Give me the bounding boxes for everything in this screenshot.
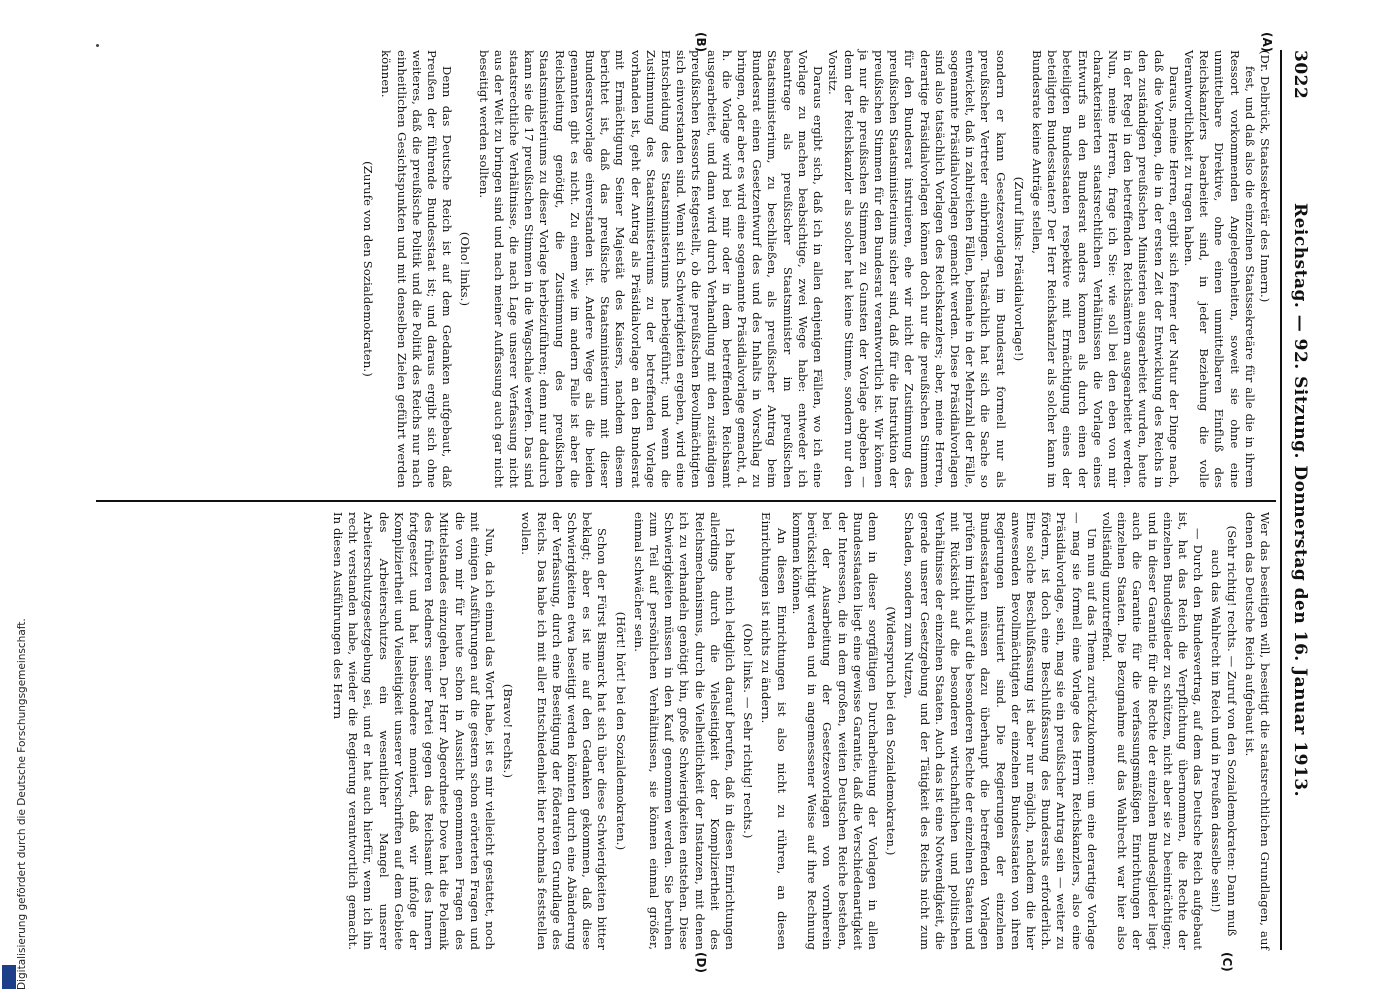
interjection: (Widerspruch bei den Sozialdemokraten.) [884,606,899,856]
interjection: (Zurufe von den Sozialdemokraten.) [361,161,376,377]
margin-marker-d: (D) [694,952,708,973]
column-rule [96,500,1276,502]
margin-marker-a: (A) [1260,32,1274,53]
funding-note: Digitalisierung gefördert durch die Deutsche Forschungsgemeinschaft. [16,618,28,990]
left-column [82,50,1272,488]
paragraph: Daraus ergibt sich, daß ich in allen denjenigen Fällen, wo ich eine Vorlage zu machen beabsichtige, zwei Wege habe: entweder ich beantrage als preußischer Staatsminister im preußischen Staatsministerium, zu beschließen, als preußischer Antrag beim Bundesrat einen Gesetzentwurf des und des Inhalts in Vorschlag zu bringen, oder aber es wird eine sogenannte Präsidialvorlage gemacht, d. h. die Vorlage wird bei mir oder in dem betreffenden Reichsamt ausgearbeitet, und dann wird durch Verhandlung mit den zuständigen preußischen Ressorts festgestellt, ob die preußischen Bevollmächtigten sich einverstanden sind. Wenn sich Schwierigkeiten ergeben, wird eine Entscheidung des Staatsministeriums herbeigeführt; und wenn die Zustimmung des Staatsministeriums zu der betreffenden Vorlage vorhanden ist, geht der Antrag als Präsidialvorlage an den Bundesrat mit Ermächtigung Seiner Majestät des Kaisers, nachdem diesem berichtet ist, daß das preußische Staatsministerium mit dieser Bundesratsvorlage einverstanden ist. Andere Wege als die beiden genannten gibt es nicht. Zu einem wie im andern Falle ist aber die Reichsleitung genötigt, die Zustimmung des preußischen Staatsministeriums zu dieser Vorlage herbeizuführen; denn nur dadurch kann sie die 17 preußischen Stimmen in die Wagschale werfen. Das sind staatsrechtliche Verhältnisse, die nach Lage unserer Verfassung nicht aus der Welt zu bringen sind und nach meiner Auffassung auch gar nicht beseitigt werden sollten. [476,50,826,488]
interjection: (Hört! hört! bei den Sozialdemokraten.) [613,611,628,851]
paragraph: Daraus, meine Herren, ergibt sich ferner der Natur der Dinge nach, daß die Vorlagen, die in der ersten Zeit der Entwicklung des Reichs in den zuständigen preußischen Ministerien ausgearbeitet wurden, heute in der Regel in den betreffenden Reichsämtern ausgearbeitet werden. Nun, meine Herren, frage ich Sie: wie soll bei den eben von mir charakterisierten staatsrechtlichen Verhältnissen die Vorlage eines Entwurfs an den Bundesrat anders kommen als durch einen der beteiligten Bundesstaaten respektive mit Ermächtigung eines der beteiligten Bundesstaaten? Der Herr Reichskanzler als solcher kann im Bundesrate keine Anträge stellen, [1029,50,1181,488]
interjection: (Bravo! rechts.) [501,683,516,779]
paragraph: Denn das Deutsche Reich ist auf dem Gedanken aufgebaut, daß Preußen der führende Bundesstaat ist; und daraus ergibt sich ohne weiteres, daß die preußische Politik und die Politik des Reichs nur nach einheitlichen Gesichtspunkten und mit denselben Zielen geführt werden können. [379,50,455,488]
scan-speck [96,44,99,47]
page-number: 3022 [1290,50,1310,100]
paragraph: sondern er kann Gesetzesvorlagen im Bundesrat formell nur als preußischer Vertreter einbringen. Tatsächlich hat sich die Sache so entwickelt, daß in zahlreichen Fällen, beinahe in der Mehrzahl der Fälle, sogenannte Präsidialvorlagen gemacht werden. Diese Präsidialvorlagen sind also tatsächlich Vorlagen des Reichskanzlers; aber, meine Herren, derartige Präsidialvorlagen können doch nur die preußischen Stimmen für den Bundesrat instruieren, ehe wir nicht der Zustimmung des preußischen Staatsministeriums sicher sind, daß für die Instruktion der preußischen Stimmen für den Bundesrat verantwortlich ist. Wir können ja nur die preußischen Stimmen zu Gunsten der Vorlage abgeben — denn der Reichskanzler als solcher hat keine Stimme, sondern nur den Vorsitz. [826,50,1008,488]
interjection: (Zuruf links: Präsidialvorlage!) [1011,176,1026,362]
dfg-logo [2,965,16,989]
footer [2,600,28,990]
rotated-page [70,32,1310,973]
paragraph: Schon der Fürst Bismarck hat sich über diese Schwierigkeiten bitter beklagt; aber es ist nie auf den Gedanken gekommen, daß diese Schwierigkeiten etwa beseitigt werden könnten durch eine Abänderung der Verfassung, durch eine Beseitigung der föderativen Grundlage des Reichs. Das habe ich mit aller Entschiedenheit hier nochmals feststellen wollen. [519,512,610,950]
paragraph: fest, und daß also die einzelnen Staatssekretäre für alle die in ihrem Ressort vorkommenden Angelegenheiten, soweit sie ohne eine unmittelbare Direktive, ohne einen unmittelbaren Einfluß des Reichskanzlers bearbeitet sind, in jeder Beziehung die volle Verantwortlichkeit zu tragen haben. [1181,50,1257,488]
margin-marker-c: (C) [1220,952,1234,972]
paragraph: Um nun auf das Thema zurückzukommen: um eine derartige Vorlage — mag sie formell eine Vorlage des Herrn Reichskanzlers, also eine Präsidialvorlage, sein, mag sie ein preußischer Antrag sein — weiter zu fördern, ist doch eine Beschlußfassung des Bundesrats erforderlich. Eine solche Beschlußfassung ist aber nur möglich, nachdem die hier anwesenden Bevollmächtigten der einzelnen Bundesstaaten von ihren Regierungen instruiert sind. Die Regierungen der einzelnen Bundesstaaten müssen dazu überhaupt die betreffenden Vorlagen prüfen im Hinblick auf die besonderen Rechte der einzelnen Staaten und mit Rücksicht auf die besonderen wirtschaftlichen und politischen Verhältnisse der einzelnen Staaten. Auch das ist eine Notwendigkeit, die gerade unserer Gesetzgebung und der Tätigkeit des Reichs nicht zum Schaden, sondern zum Nutzen, [902,512,1099,950]
paragraph: An diesen Einrichtungen ist also nicht zu rühren, an diesen Einrichtungen ist nichts zu ändern. [759,512,789,950]
interjection: (Oho! links.) [458,231,473,307]
paragraph: Nun, da ich einmal das Wort habe, ist es mir vielleicht gestattet, noch mit einigen Ausführungen auf die gestern schon erörterten Fragen und die von mir für heute schon in Aussicht genommenen Fragen des Mittelstandes einzugehen. Der Herr Abgeordnete Dove hat die Polemik des früheren Redners seiner Partei gegen das Reichsamt des Innern fortgesetzt und hat insbesondere moniert, daß wir infolge der Kompliziertheit und Vielseitigkeit unserer Vorschriften auf dem Gebiete des Arbeiterschutzes ein wesentlicher Mangel unserer Arbeiterschutzgesetzgebung sei, und er hat auch hierfür, wenn ich ihn recht verstanden habe, wieder die Regierung verantwortlich gemacht. In diesen Ausführungen des Herrn [331,512,498,950]
margin-marker-b: (B) [694,32,708,53]
page-header [1280,50,1310,950]
page-title: Reichstag. — 92. Sitzung. Donnerstag den 16. Januar 1913. [1290,202,1310,798]
paragraph: Wer das beseitigen will, beseitigt die staatsrechtlichen Grundlagen, auf denen das Deutsche Reich aufgebaut ist. [1242,512,1272,950]
paragraph: Ich habe mich lediglich darauf berufen, daß in diesen Einrichtungen allerdings durch die Vielseitigkeit der Kompliziertheit des Reichsmechanismus, durch die Vielheitlichkeit der Instanzen, mit denen ich zu verhandeln genötigt bin, große Schwierigkeiten entstehen. Diese Schwierigkeiten müssen in den Kauf genommen werden. Sie beruhen zum Teil auf persönlichen Verhältnissen, sie können einmal größer, einmal schwächer sein. [631,512,738,950]
interjection: (Oho! links. — Sehr richtig! rechts.) [741,623,756,839]
header-rule [1281,50,1283,950]
right-column [82,512,1272,950]
paragraph: (Dr. Delbrück, Staatssekretär des Innern.) [1258,50,1272,303]
paragraph: denn in dieser sorgfältigen Durcharbeitung der Vorlagen in allen Bundesstaaten liegt eine gewisse Garantie, daß die Verschiedenartigkeit der Interessen, die in dem großen, weiten Deutschen Reiche bestehen, bei der Ausarbeitung der Gesetzesvorlagen von vornherein berücksichtigt werden und in angemessener Weise auf ihre Rechnung kommen können. [789,512,880,950]
interjection: (Sehr richtig! rechts. — Zuruf von den Sozialdemokraten: Dann muß auch das Wahlrecht im Reich und in Preußen dasselbe sein!) [1209,525,1239,937]
paragraph: — Durch den Bundesvertrag, auf dem das Deutsche Reich aufgebaut ist, hat das Reich die Verpflichtung übernommen, die Rechte der einzelnen Bundesglieder zu schützen, nicht aber sie zu beeinträchtigen; und in dieser Garantie für die Rechte der einzelnen Bundesglieder liegt auch die Garantie für die verfassungsmäßigen Einrichtungen der einzelnen Staaten. Die Bezugnahme auf das Wahlrecht war hier also vollständig unzutreffend. [1099,512,1206,950]
